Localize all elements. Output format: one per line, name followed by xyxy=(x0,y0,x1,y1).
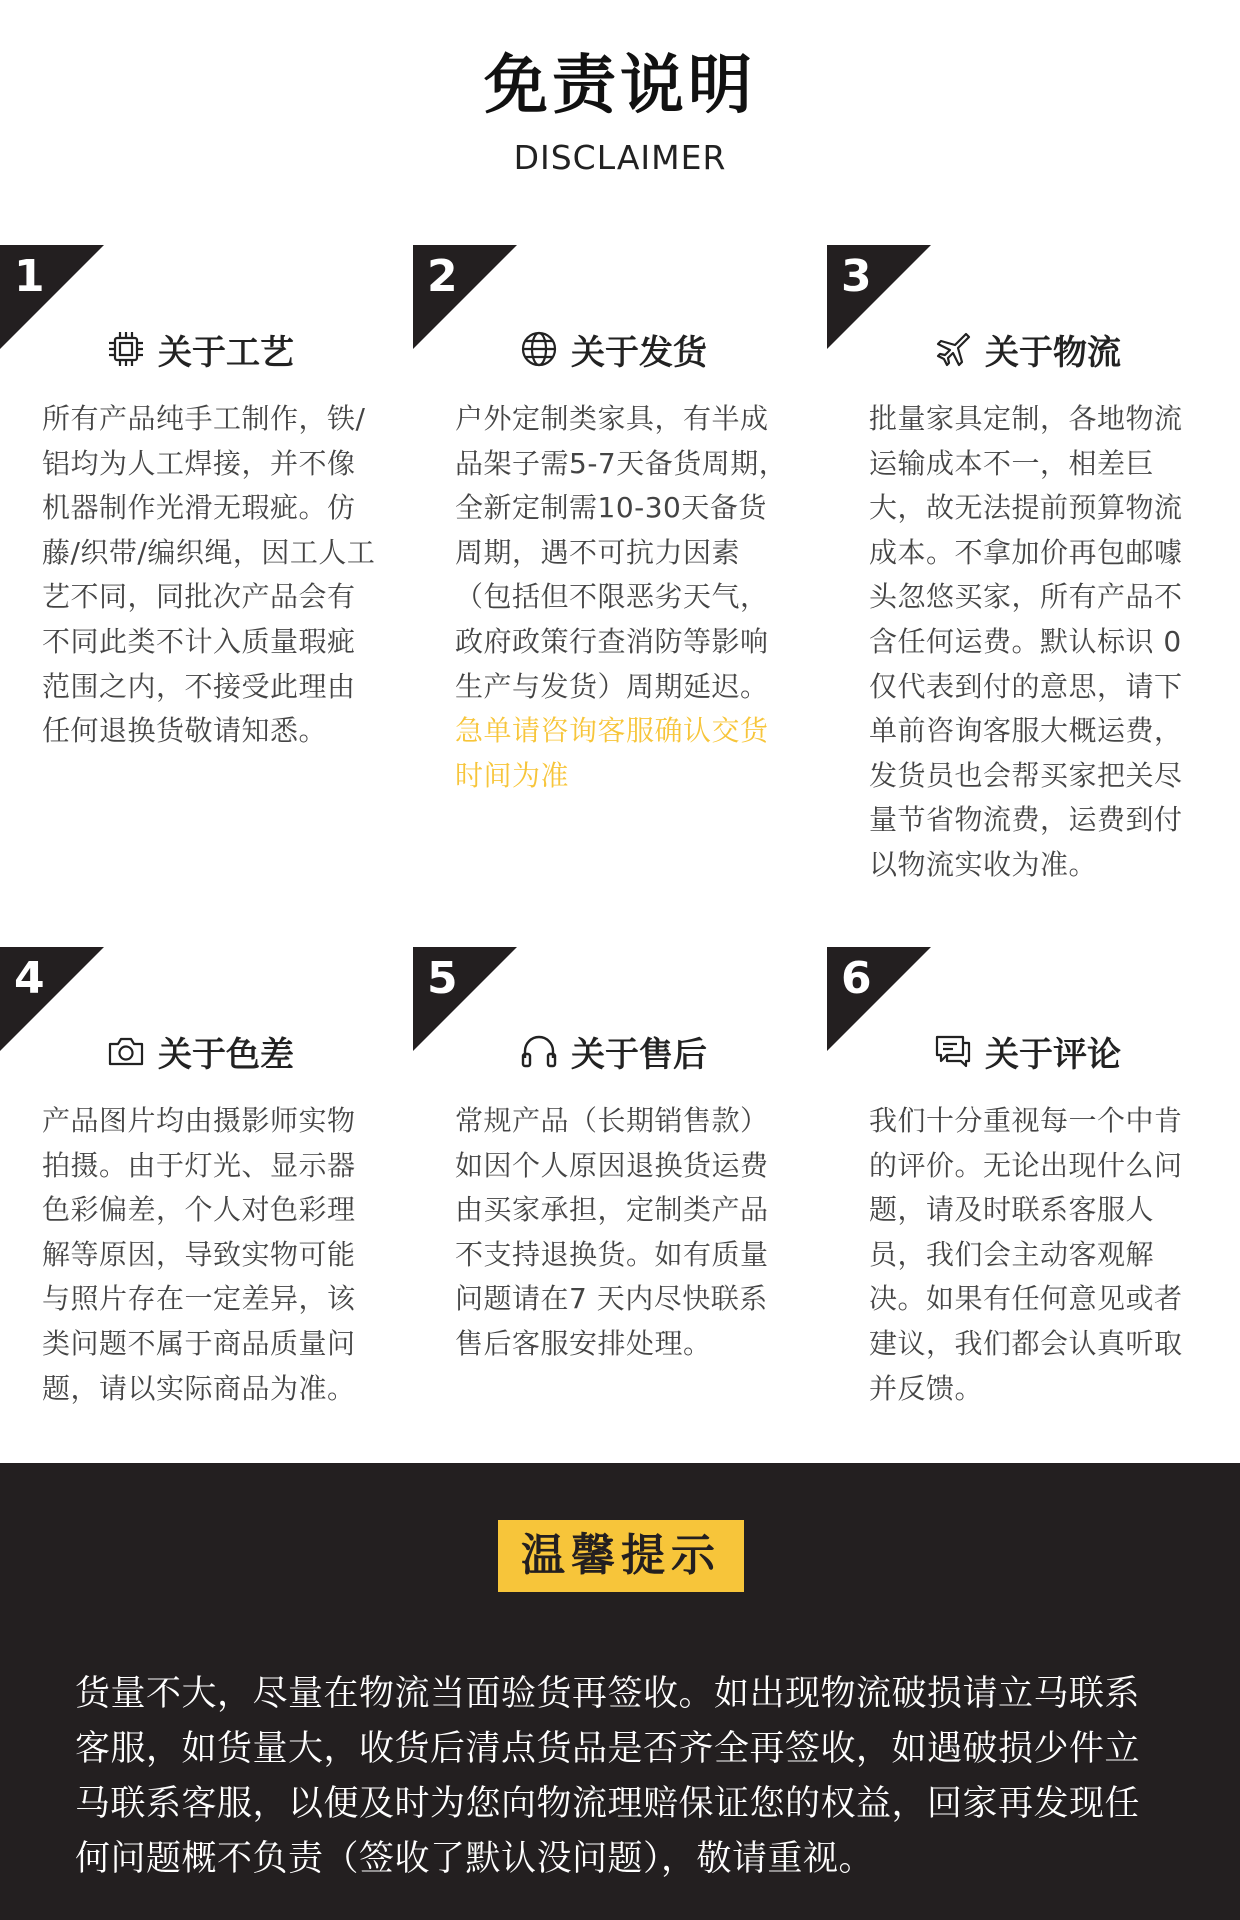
card-title: 关于物流 xyxy=(985,332,1121,373)
card-logistics xyxy=(827,245,1227,925)
tips-section xyxy=(0,1463,1240,1920)
card-title: 关于售后 xyxy=(571,1034,707,1075)
card-shipping xyxy=(413,245,813,925)
page-title: 免责说明 xyxy=(484,49,756,123)
chip-icon xyxy=(106,329,146,369)
airplane-icon xyxy=(933,329,973,369)
globe-icon xyxy=(519,329,559,369)
card-title: 关于工艺 xyxy=(158,332,294,373)
card-number: 2 xyxy=(427,251,458,302)
card-body: 所有产品纯手工制作，铁/铝均为人工焊接，并不像机器制作光滑无瑕疵。仿藤/织带/编织绳，因工人工艺不同，同批次产品会有不同此类不计入质量瑕疵范围之内，不接受此理由任何退换货敬请知悉。 xyxy=(42,402,376,748)
page-subtitle: DISCLAIMER xyxy=(513,138,727,177)
card-header xyxy=(827,1023,1227,1079)
card-header xyxy=(827,321,1227,377)
card-body: 批量家具定制，各地物流运输成本不一，相差巨大，故无法提前预算物流成本。不拿加价再包邮噱头忽悠买家，所有产品不含任何运费。默认标识 0 仅代表到付的意思，请下单前咨询客服大概运费，发货员也会帮买家把关尽量节省物流费，运费到付以物流实收为准。 xyxy=(869,402,1183,881)
card-header xyxy=(0,1023,400,1079)
card-title: 关于色差 xyxy=(158,1034,294,1075)
card-title: 关于评论 xyxy=(985,1034,1121,1075)
tips-badge: 温馨提示 xyxy=(498,1520,744,1592)
card-number: 6 xyxy=(841,953,872,1004)
card-header xyxy=(413,1023,813,1079)
card-body xyxy=(455,397,795,798)
card-body: 我们十分重视每一个中肯的评价。无论出现什么问题，请及时联系客服人员，我们会主动客观解决。如果有任何意见或者建议，我们都会认真听取并反馈。 xyxy=(869,1104,1183,1405)
tips-text: 货量不大，尽量在物流当面验货再签收。如出现物流破损请立马联系客服，如货量大，收货后清点货品是否齐全再签收，如遇破损少件立马联系客服，以便及时为您向物流理赔保证您的权益，回家再发现任何问题概不负责（签收了默认没问题），敬请重视。 xyxy=(75,1674,1141,1879)
card-header xyxy=(0,321,400,377)
card-body: 常规产品（长期销售款）如因个人原因退换货运费由买家承担，定制类产品不支持退换货。如有质量问题请在7 天内尽快联系售后客服安排处理。 xyxy=(455,1104,769,1360)
card-number: 5 xyxy=(427,953,458,1004)
page-header xyxy=(0,0,1240,210)
card-number: 3 xyxy=(841,251,872,302)
card-craft xyxy=(0,245,400,925)
card-title: 关于发货 xyxy=(571,332,707,373)
headphones-icon xyxy=(519,1031,559,1071)
camera-icon xyxy=(106,1031,146,1071)
card-header xyxy=(413,321,813,377)
card-number: 1 xyxy=(14,251,45,302)
comment-icon xyxy=(933,1031,973,1071)
card-body-highlight: 急单请咨询客服确认交货时间为准 xyxy=(455,714,769,792)
card-body: 产品图片均由摄影师实物拍摄。由于灯光、显示器色彩偏差，个人对色彩理解等原因，导致实物可能与照片存在一定差异，该类问题不属于商品质量问题，请以实际商品为准。 xyxy=(42,1104,356,1405)
card-number: 4 xyxy=(14,953,45,1004)
card-body-text: 户外定制类家具，有半成品架子需5-7天备货周期，全新定制需10-30天备货周期，遇不可抗力因素（包括但不限恶劣天气，政府政策行查消防等影响生产与发货）周期延迟。 xyxy=(455,402,788,703)
